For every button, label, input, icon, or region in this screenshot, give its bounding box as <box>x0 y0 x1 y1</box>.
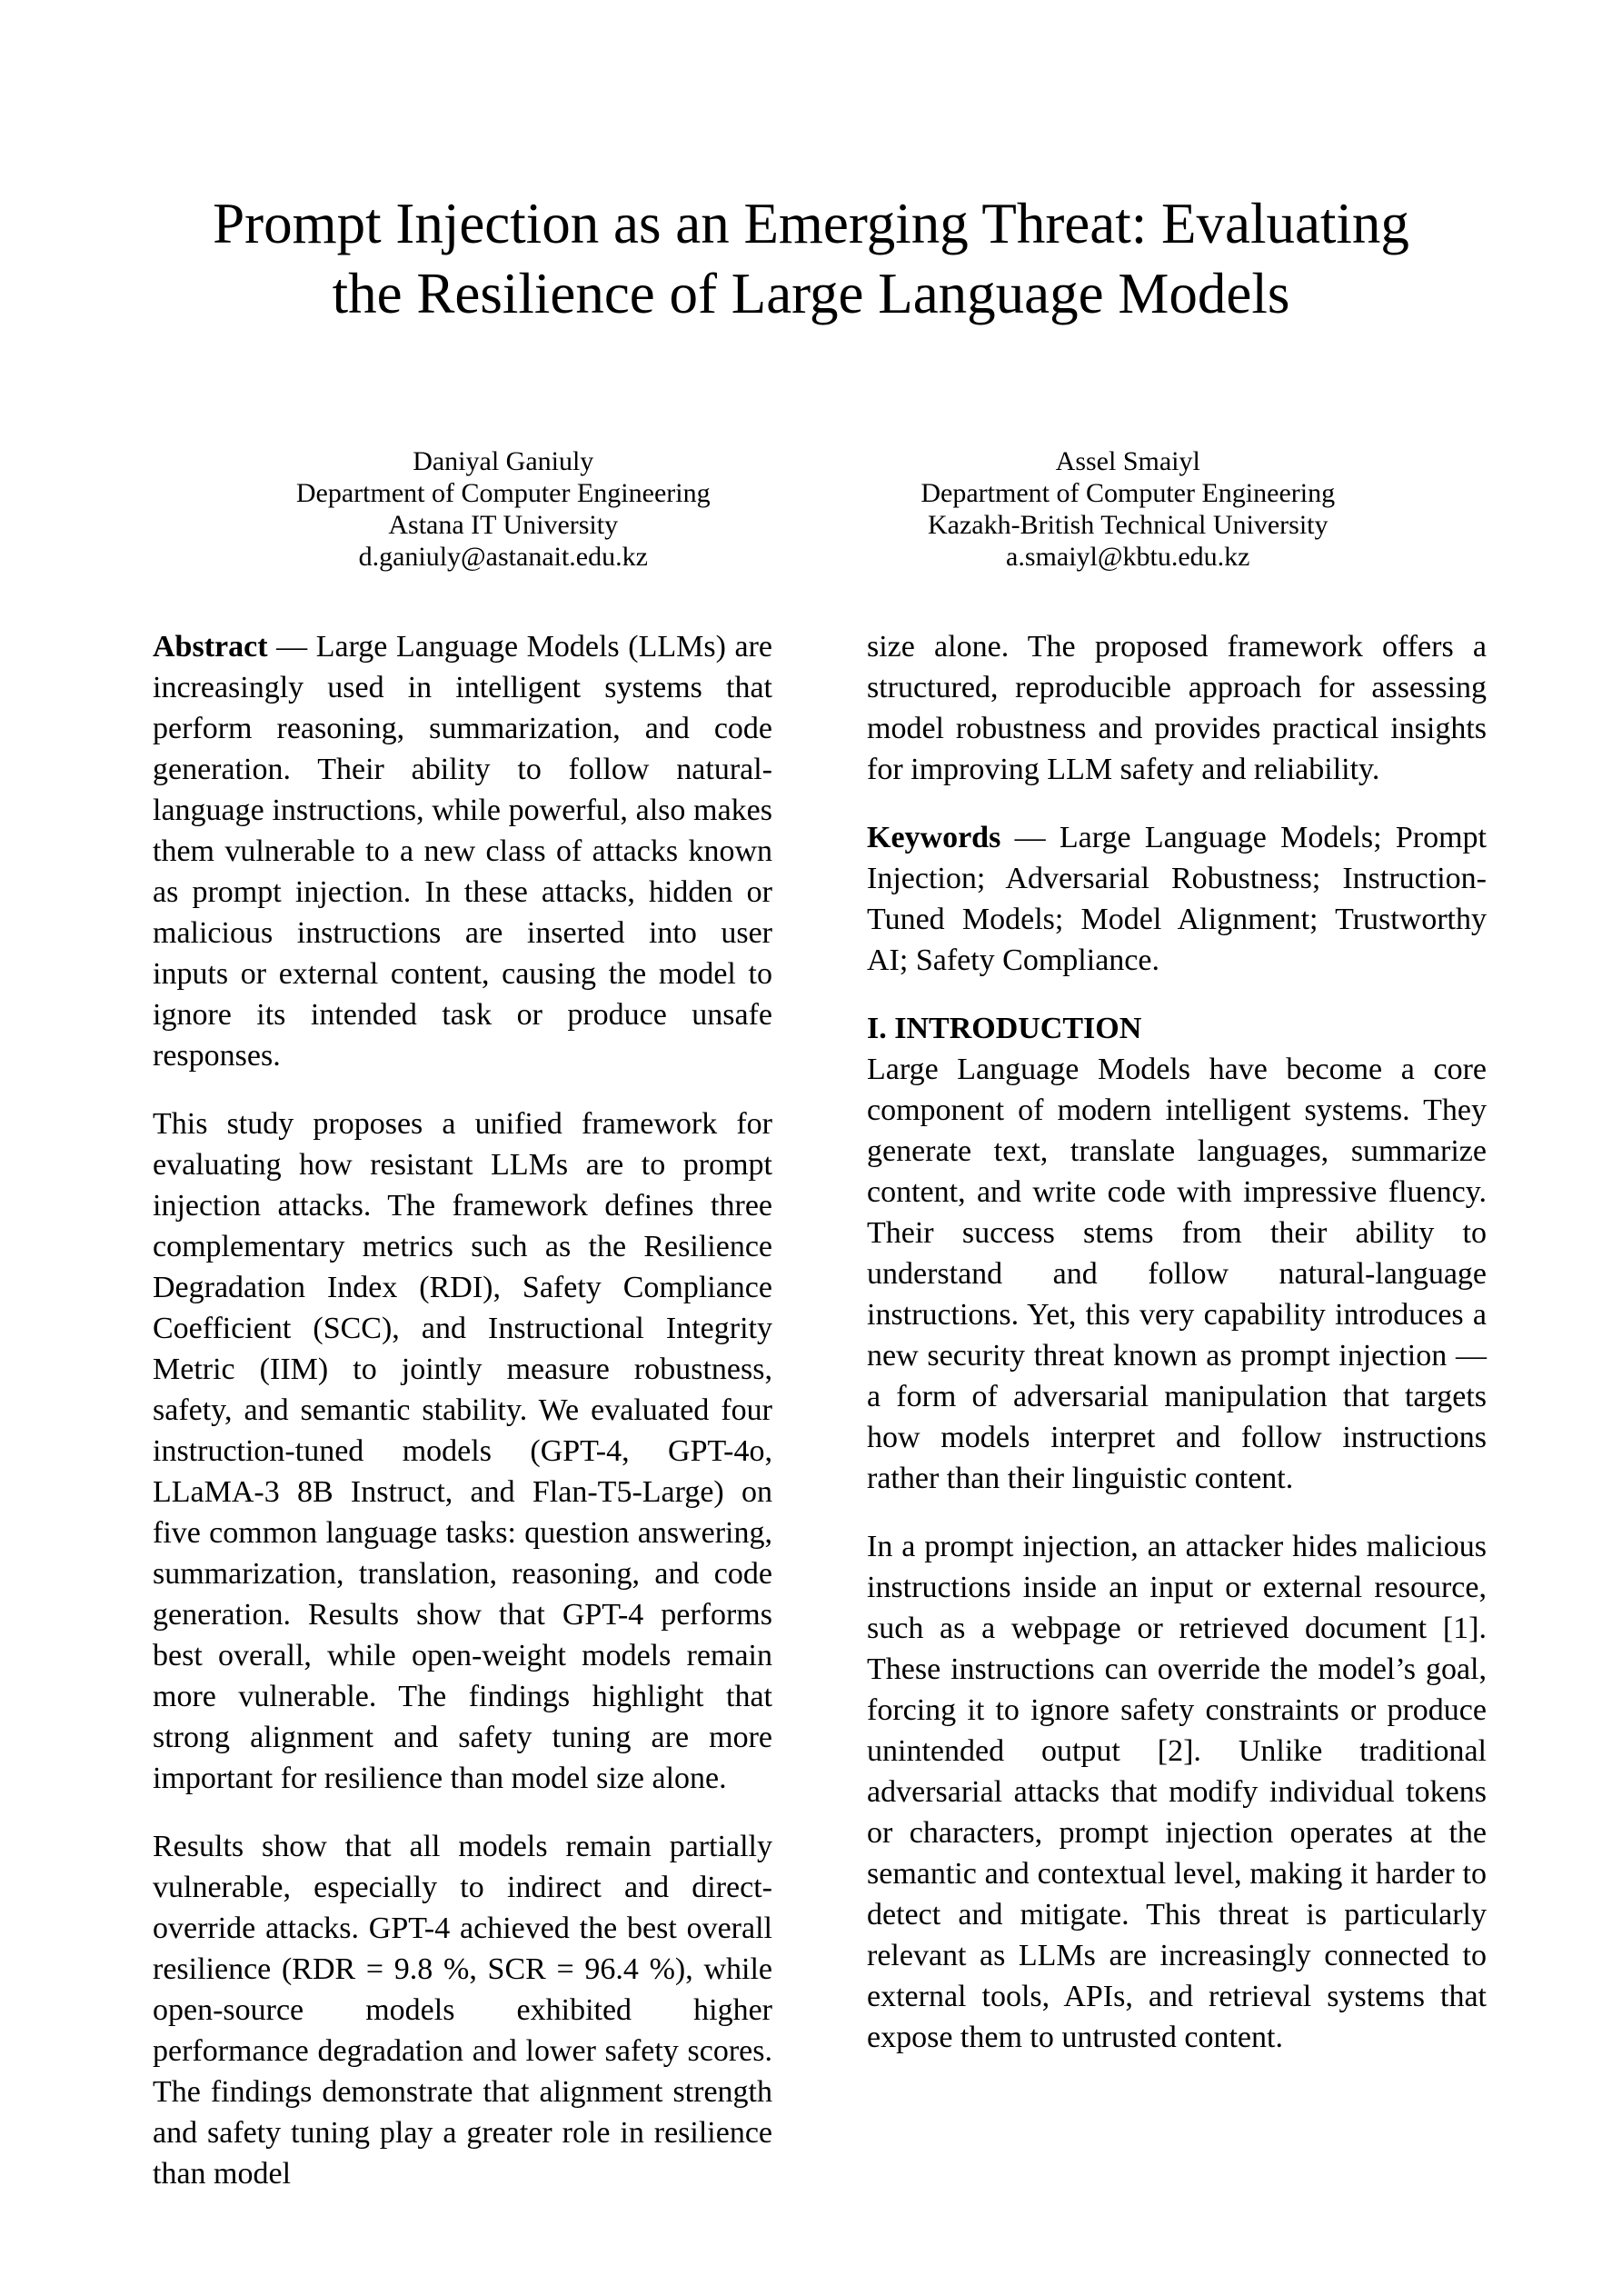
abstract-paragraph-1-text: — Large Language Models (LLMs) are increasingly used in intelligent systems that perform reasoning, summarization, and code generation. Their ability to follow natural-language instructions, while powerful, also makes them vulnerable to a new class of attacks known as prompt injection. In these attacks, hidden or malicious instructions are inserted into user inputs or external content, causing the model to ignore its intended task or produce unsafe responses. <box>153 630 772 1073</box>
author-email: a.smaiyl@kbtu.edu.kz <box>1006 542 1250 572</box>
abstract-paragraph-2: This study proposes a unified framework for evaluating how resistant LLMs are to prompt injection attacks. The framework defines three complementary metrics such as the Resilience Degradation Index (RDI), Safety Compliance Coefficient (SCC), and Instructional Integrity Metric (IIM) to jointly measure robustness, safety, and semantic stability. We evaluated four instruction-tuned models (GPT-4, GPT-4o, LLaMA-3 8B Instruct, and Flan-T5-Large) on five common language tasks: question answering, summarization, translation, reasoning, and code generation. Results show that GPT-4 performs best overall, while open-weight models remain more vulnerable. The findings highlight that strong alignment and safety tuning are more important for resilience than model size alone. <box>153 1107 772 1795</box>
title-line-2: the Resilience of Large Language Models <box>332 262 1290 325</box>
column-right <box>867 626 1487 2221</box>
keywords-paragraph <box>867 817 1487 981</box>
author-affiliation: Astana IT University <box>388 510 619 540</box>
abstract-paragraph-3: Results show that all models remain partially vulnerable, especially to indirect and direct-override attacks. GPT-4 achieved the best overall resilience (RDR = 9.8 %, SCR = 96.4 %), while open-source models exhibited higher performance degradation and lower safety scores. The findings demonstrate that alignment strength and safety tuning play a greater role in resilience than model <box>153 1830 772 2191</box>
author-email: d.ganiuly@astanait.edu.kz <box>358 542 648 572</box>
author-department: Department of Computer Engineering <box>295 478 711 508</box>
author-affiliation: Kazakh-British Technical University <box>927 510 1328 540</box>
column-left <box>153 626 772 2221</box>
author-name: Daniyal Ganiuly <box>413 446 594 476</box>
introduction-paragraph-1: Large Language Models have become a core component of modern intelligent systems. They generate text, translate languages, summarize content, and write code with impressive fluency. Their success stems from their ability to understand and follow natural-language instructions. Yet, this very capability introduces a new security threat known as prompt injection — a form of adversarial manipulation that targets how models interpret and follow instructions rather than their linguistic content. <box>867 1053 1487 1495</box>
author-block-2 <box>816 445 1441 573</box>
abstract-label: Abstract <box>153 630 268 664</box>
author-block-1 <box>191 445 816 573</box>
abstract-paragraph-1 <box>153 626 772 1076</box>
section-heading-introduction: I. INTRODUCTION <box>867 1012 1142 1045</box>
authors-block <box>191 445 1440 573</box>
title-line-1: Prompt Injection as an Emerging Threat: Evaluating <box>213 192 1409 255</box>
author-name: Assel Smaiyl <box>1055 446 1200 476</box>
author-department: Department of Computer Engineering <box>920 478 1336 508</box>
keywords-label: Keywords <box>867 821 1001 854</box>
abstract-paragraph-3-continuation: size alone. The proposed framework offers a structured, reproducible approach for assessing model robustness and provides practical insights for improving LLM safety and reliability. <box>867 630 1487 786</box>
paper-body <box>153 626 1487 2221</box>
paper-title <box>0 0 1622 329</box>
keywords-text: — Large Language Models; Prompt Injection; Adversarial Robustness; Instruction-Tuned Models; Model Alignment; Trustworthy AI; Safety Compliance. <box>867 821 1487 977</box>
introduction-paragraph-2: In a prompt injection, an attacker hides malicious instructions inside an input or external resource, such as a webpage or retrieved document [1]. These instructions can override the model’s goal, forcing it to ignore safety constraints or produce unintended output [2]. Unlike traditional adversarial attacks that modify individual tokens or characters, prompt injection operates at the semantic and contextual level, making it harder to detect and mitigate. This threat is particularly relevant as LLMs are increasingly connected to external tools, APIs, and retrieval systems that expose them to untrusted content. <box>867 1530 1487 2054</box>
